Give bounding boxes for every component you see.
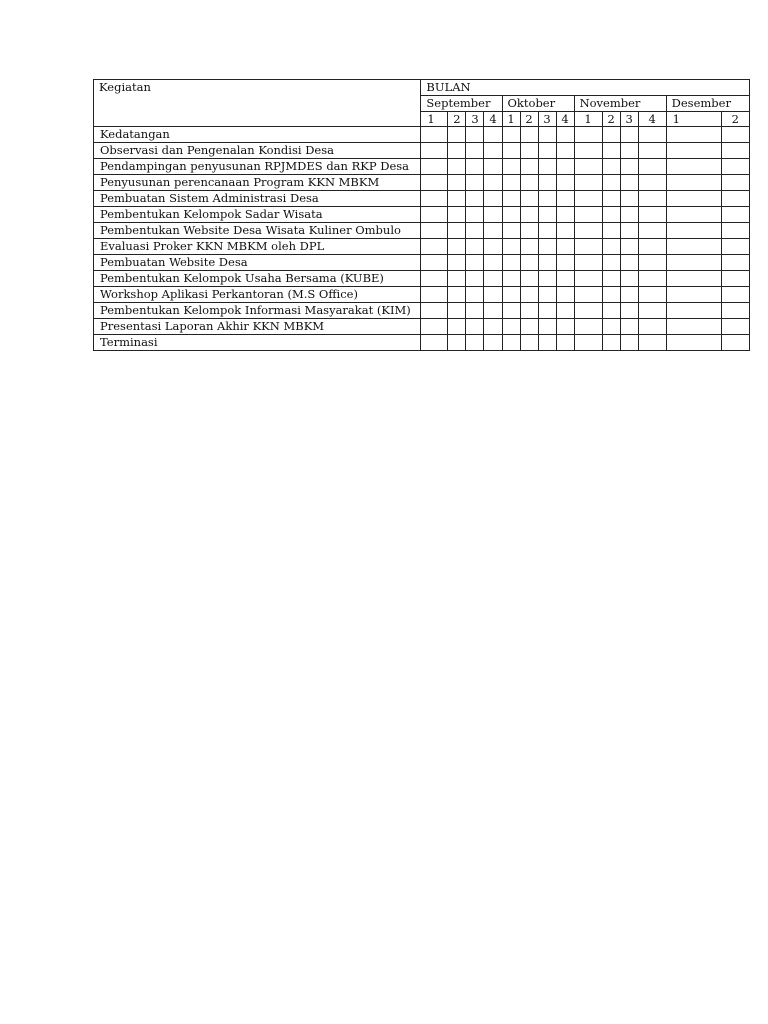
schedule-cell <box>538 239 556 255</box>
schedule-cell <box>538 223 556 239</box>
schedule-cell <box>602 239 620 255</box>
schedule-cell <box>484 271 502 287</box>
activity-name: Workshop Aplikasi Perkantoran (M.S Office) <box>94 287 421 303</box>
schedule-cell <box>574 159 602 175</box>
schedule-cell <box>502 143 520 159</box>
activity-row <box>94 303 750 319</box>
month-header-oktober: Oktober <box>502 96 574 112</box>
schedule-cell <box>666 271 721 287</box>
schedule-cell <box>538 335 556 351</box>
schedule-cell <box>620 335 638 351</box>
schedule-cell <box>484 207 502 223</box>
schedule-cell <box>620 191 638 207</box>
schedule-cell <box>466 271 484 287</box>
schedule-cell <box>666 127 721 143</box>
schedule-cell <box>484 303 502 319</box>
schedule-cell <box>502 239 520 255</box>
schedule-cell <box>484 127 502 143</box>
schedule-cell <box>520 287 538 303</box>
activity-name: Pembentukan Website Desa Wisata Kuliner Ombulo <box>94 223 421 239</box>
activity-row <box>94 207 750 223</box>
week-header-cell: 4 <box>638 112 666 127</box>
schedule-cell <box>538 143 556 159</box>
week-header-cell: 1 <box>666 112 721 127</box>
schedule-cell <box>638 159 666 175</box>
schedule-cell <box>556 223 574 239</box>
schedule-cell <box>520 159 538 175</box>
schedule-cell <box>721 191 749 207</box>
week-header-cell: 2 <box>520 112 538 127</box>
activity-row <box>94 175 750 191</box>
schedule-cell <box>448 255 466 271</box>
schedule-cell <box>448 287 466 303</box>
schedule-cell <box>466 303 484 319</box>
schedule-cell <box>538 159 556 175</box>
schedule-cell <box>638 127 666 143</box>
schedule-cell <box>466 287 484 303</box>
schedule-cell <box>602 223 620 239</box>
schedule-cell <box>466 335 484 351</box>
schedule-cell <box>620 319 638 335</box>
schedule-cell <box>502 191 520 207</box>
schedule-cell <box>520 191 538 207</box>
schedule-cell <box>721 159 749 175</box>
activity-name: Pembentukan Kelompok Sadar Wisata <box>94 207 421 223</box>
schedule-cell <box>538 319 556 335</box>
schedule-cell <box>574 175 602 191</box>
schedule-cell <box>638 255 666 271</box>
schedule-cell <box>466 239 484 255</box>
schedule-cell <box>556 143 574 159</box>
schedule-cell <box>421 271 448 287</box>
schedule-cell <box>466 191 484 207</box>
week-header-cell: 3 <box>466 112 484 127</box>
schedule-cell <box>602 207 620 223</box>
schedule-cell <box>421 127 448 143</box>
schedule-cell <box>620 207 638 223</box>
month-header-september: September <box>421 96 502 112</box>
schedule-cell <box>721 271 749 287</box>
schedule-cell <box>620 127 638 143</box>
schedule-cell <box>602 175 620 191</box>
schedule-cell <box>666 223 721 239</box>
activity-name: Evaluasi Proker KKN MBKM oleh DPL <box>94 239 421 255</box>
activity-header: Kegiatan <box>94 80 421 127</box>
schedule-cell <box>448 271 466 287</box>
schedule-cell <box>620 175 638 191</box>
schedule-cell <box>556 207 574 223</box>
schedule-cell <box>666 287 721 303</box>
schedule-cell <box>520 127 538 143</box>
schedule-cell <box>620 287 638 303</box>
schedule-cell <box>502 175 520 191</box>
schedule-cell <box>421 159 448 175</box>
activity-row <box>94 127 750 143</box>
schedule-cell <box>574 143 602 159</box>
schedule-cell <box>448 159 466 175</box>
activity-row <box>94 319 750 335</box>
schedule-cell <box>502 223 520 239</box>
schedule-cell <box>484 223 502 239</box>
activity-name: Kedatangan <box>94 127 421 143</box>
schedule-cell <box>721 319 749 335</box>
schedule-cell <box>538 127 556 143</box>
schedule-cell <box>574 191 602 207</box>
schedule-cell <box>602 127 620 143</box>
schedule-cell <box>502 271 520 287</box>
schedule-cell <box>620 239 638 255</box>
schedule-cell <box>421 255 448 271</box>
schedule-cell <box>556 335 574 351</box>
schedule-cell <box>638 223 666 239</box>
schedule-cell <box>574 207 602 223</box>
schedule-cell <box>538 303 556 319</box>
schedule-cell <box>666 207 721 223</box>
schedule-cell <box>638 175 666 191</box>
schedule-cell <box>421 303 448 319</box>
activity-name: Terminasi <box>94 335 421 351</box>
schedule-cell <box>484 287 502 303</box>
schedule-cell <box>520 223 538 239</box>
activity-row <box>94 255 750 271</box>
schedule-cell <box>484 255 502 271</box>
schedule-cell <box>666 239 721 255</box>
activity-row <box>94 159 750 175</box>
schedule-cell <box>620 223 638 239</box>
schedule-cell <box>448 303 466 319</box>
schedule-cell <box>538 255 556 271</box>
schedule-cell <box>466 255 484 271</box>
schedule-cell <box>666 159 721 175</box>
schedule-cell <box>620 143 638 159</box>
schedule-cell <box>666 319 721 335</box>
schedule-cell <box>421 239 448 255</box>
activity-name: Pembuatan Website Desa <box>94 255 421 271</box>
activity-name: Pembentukan Kelompok Informasi Masyarakat (KIM) <box>94 303 421 319</box>
schedule-cell <box>638 271 666 287</box>
schedule-cell <box>421 335 448 351</box>
schedule-cell <box>484 159 502 175</box>
activity-name: Presentasi Laporan Akhir KKN MBKM <box>94 319 421 335</box>
week-header-cell: 1 <box>502 112 520 127</box>
schedule-cell <box>538 271 556 287</box>
activity-name: Pembentukan Kelompok Usaha Bersama (KUBE) <box>94 271 421 287</box>
activity-row <box>94 287 750 303</box>
schedule-cell <box>574 239 602 255</box>
schedule-cell <box>721 143 749 159</box>
schedule-cell <box>520 319 538 335</box>
activity-name: Penyusunan perencanaan Program KKN MBKM <box>94 175 421 191</box>
week-header-cell: 1 <box>421 112 448 127</box>
activity-row <box>94 271 750 287</box>
schedule-cell <box>620 255 638 271</box>
schedule-cell <box>448 319 466 335</box>
schedule-cell <box>502 335 520 351</box>
schedule-cell <box>466 223 484 239</box>
schedule-cell <box>574 335 602 351</box>
schedule-cell <box>520 175 538 191</box>
schedule-cell <box>502 159 520 175</box>
schedule-cell <box>638 239 666 255</box>
schedule-cell <box>448 175 466 191</box>
month-header-desember: Desember <box>666 96 749 112</box>
schedule-cell <box>666 191 721 207</box>
schedule-cell <box>556 159 574 175</box>
schedule-cell <box>602 303 620 319</box>
schedule-cell <box>721 175 749 191</box>
schedule-cell <box>721 335 749 351</box>
schedule-cell <box>484 239 502 255</box>
month-group-header: BULAN <box>421 80 750 96</box>
schedule-cell <box>574 271 602 287</box>
schedule-cell <box>620 303 638 319</box>
schedule-cell <box>721 303 749 319</box>
week-header-cell: 2 <box>448 112 466 127</box>
activity-schedule-table <box>93 79 750 351</box>
schedule-cell <box>721 223 749 239</box>
schedule-cell <box>421 175 448 191</box>
week-header-cell: 2 <box>602 112 620 127</box>
schedule-cell <box>448 127 466 143</box>
activity-row <box>94 191 750 207</box>
schedule-cell <box>421 207 448 223</box>
schedule-cell <box>721 255 749 271</box>
week-header-cell: 3 <box>620 112 638 127</box>
schedule-cell <box>556 287 574 303</box>
schedule-cell <box>538 287 556 303</box>
activity-name: Pendampingan penyusunan RPJMDES dan RKP Desa <box>94 159 421 175</box>
activity-row <box>94 223 750 239</box>
schedule-cell <box>421 319 448 335</box>
schedule-cell <box>638 207 666 223</box>
schedule-cell <box>448 223 466 239</box>
schedule-cell <box>638 287 666 303</box>
schedule-cell <box>484 335 502 351</box>
activity-row <box>94 239 750 255</box>
week-header-cell: 1 <box>574 112 602 127</box>
schedule-cell <box>502 207 520 223</box>
schedule-cell <box>484 191 502 207</box>
activity-row <box>94 335 750 351</box>
schedule-cell <box>574 287 602 303</box>
schedule-cell <box>602 335 620 351</box>
schedule-cell <box>638 191 666 207</box>
activity-row <box>94 143 750 159</box>
schedule-cell <box>721 127 749 143</box>
schedule-cell <box>484 175 502 191</box>
schedule-cell <box>602 255 620 271</box>
schedule-cell <box>466 319 484 335</box>
schedule-cell <box>574 127 602 143</box>
schedule-cell <box>574 255 602 271</box>
schedule-cell <box>556 191 574 207</box>
schedule-cell <box>666 255 721 271</box>
schedule-cell <box>556 319 574 335</box>
schedule-cell <box>721 239 749 255</box>
schedule-cell <box>721 287 749 303</box>
schedule-cell <box>484 319 502 335</box>
schedule-cell <box>574 223 602 239</box>
schedule-cell <box>538 191 556 207</box>
schedule-cell <box>466 175 484 191</box>
schedule-cell <box>520 143 538 159</box>
schedule-cell <box>520 207 538 223</box>
schedule-cell <box>602 287 620 303</box>
schedule-cell <box>638 335 666 351</box>
schedule-cell <box>448 239 466 255</box>
schedule-cell <box>484 143 502 159</box>
schedule-cell <box>448 191 466 207</box>
week-header-cell: 4 <box>484 112 502 127</box>
schedule-cell <box>538 175 556 191</box>
schedule-cell <box>466 127 484 143</box>
schedule-cell <box>574 303 602 319</box>
schedule-cell <box>538 207 556 223</box>
schedule-cell <box>638 303 666 319</box>
schedule-cell <box>502 287 520 303</box>
schedule-cell <box>466 207 484 223</box>
schedule-cell <box>520 255 538 271</box>
schedule-cell <box>666 335 721 351</box>
schedule-cell <box>602 143 620 159</box>
week-header-cell: 3 <box>538 112 556 127</box>
schedule-cell <box>556 127 574 143</box>
schedule-cell <box>721 207 749 223</box>
schedule-cell <box>666 303 721 319</box>
schedule-cell <box>421 191 448 207</box>
week-header-cell: 2 <box>721 112 749 127</box>
schedule-cell <box>602 319 620 335</box>
schedule-cell <box>556 255 574 271</box>
schedule-cell <box>448 335 466 351</box>
schedule-cell <box>520 271 538 287</box>
schedule-cell <box>638 143 666 159</box>
week-header-cell: 4 <box>556 112 574 127</box>
schedule-cell <box>556 271 574 287</box>
schedule-cell <box>421 287 448 303</box>
schedule-cell <box>448 207 466 223</box>
schedule-cell <box>466 143 484 159</box>
header-row-months <box>94 80 750 96</box>
schedule-cell <box>638 319 666 335</box>
schedule-cell <box>502 255 520 271</box>
schedule-cell <box>520 303 538 319</box>
activity-name: Pembuatan Sistem Administrasi Desa <box>94 191 421 207</box>
schedule-cell <box>502 319 520 335</box>
schedule-cell <box>666 143 721 159</box>
schedule-cell <box>421 223 448 239</box>
schedule-cell <box>602 159 620 175</box>
schedule-cell <box>602 191 620 207</box>
schedule-cell <box>556 175 574 191</box>
schedule-cell <box>421 143 448 159</box>
schedule-cell <box>556 239 574 255</box>
schedule-cell <box>666 175 721 191</box>
schedule-cell <box>502 127 520 143</box>
activity-name: Observasi dan Pengenalan Kondisi Desa <box>94 143 421 159</box>
month-header-november: November <box>574 96 666 112</box>
schedule-cell <box>466 159 484 175</box>
schedule-cell <box>620 271 638 287</box>
schedule-cell <box>620 159 638 175</box>
schedule-cell <box>602 271 620 287</box>
schedule-cell <box>448 143 466 159</box>
schedule-cell <box>502 303 520 319</box>
schedule-cell <box>520 239 538 255</box>
schedule-cell <box>556 303 574 319</box>
schedule-cell <box>520 335 538 351</box>
schedule-cell <box>574 319 602 335</box>
